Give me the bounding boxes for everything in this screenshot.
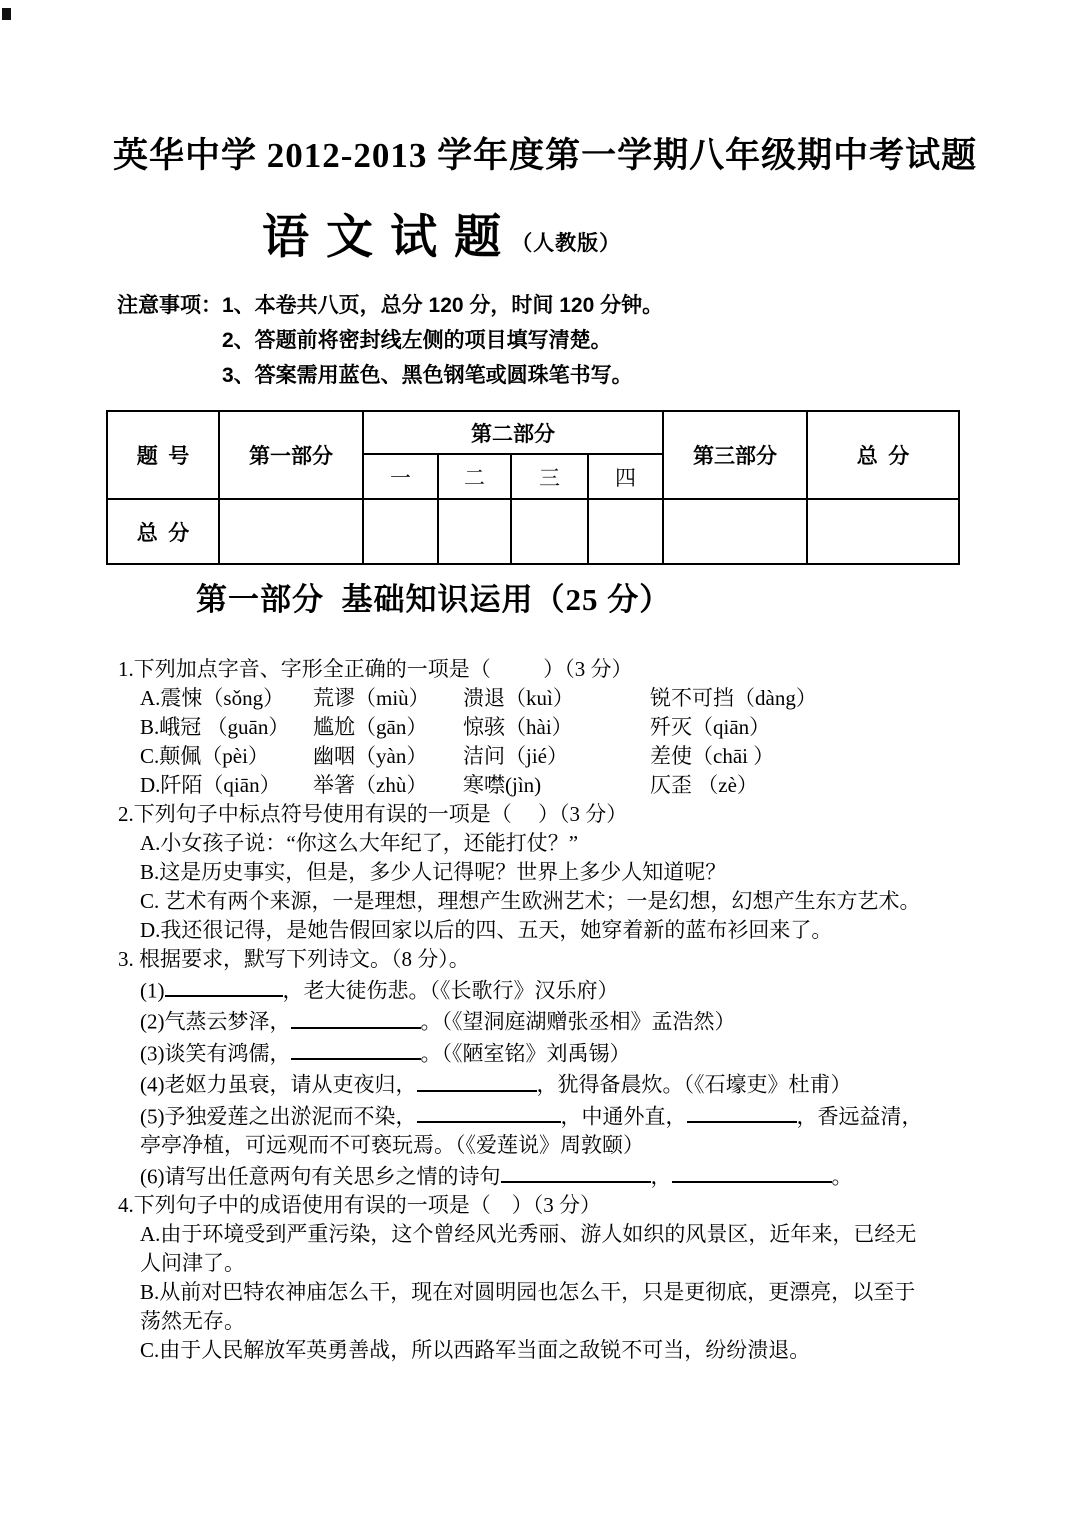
q1-option-a-item-2: 荒谬（miù） <box>313 686 430 710</box>
score-table-sub-one: 一 <box>363 454 438 499</box>
exam-title: 英华中学 2012-2013 学年度第一学期八年级期中考试题 <box>113 136 978 175</box>
fill-in-blank-line <box>291 1037 421 1060</box>
q4-option-c: C.由于人民解放军英勇善战，所以西路军当面之敌锐不可当，纷纷溃退。 <box>140 1338 811 1363</box>
score-cell-four <box>588 499 663 564</box>
q4-option-b-continued: 荡然无存。 <box>140 1309 245 1334</box>
fill-in-blank-line <box>687 1100 797 1123</box>
subject-title-row <box>262 210 621 264</box>
q1-option-c-item-4: 差使（chāi ） <box>650 744 775 768</box>
notice-item-3: 3、答案需用蓝色、黑色钢笔或圆珠笔书写。 <box>222 364 633 387</box>
q1-option-a-item-3: 溃退（kuì） <box>463 686 574 710</box>
fill-in-blank-line <box>672 1160 832 1183</box>
q1-option-a <box>103 684 1023 713</box>
q3-item-2: (2)气蒸云梦泽， 。（《望洞庭湖赠张丞相》孟浩然） <box>103 1005 1023 1036</box>
q3-item-5: (5)予独爱莲之出淤泥而不染， ，中通外直， ，香远益清， <box>103 1100 1023 1131</box>
q1-option-c-item-3: 洁问（jié） <box>463 744 568 768</box>
notice-block <box>117 288 663 393</box>
notice-items <box>222 288 663 393</box>
q1-option-d-item-2: 举箸（zhù） <box>313 773 428 797</box>
q1-option-d-item-3: 寒噤(jìn) <box>463 773 542 797</box>
q1-option-d-item-1: D.阡陌（qiān） <box>140 773 281 797</box>
score-table-part1-header: 第一部分 <box>219 411 363 499</box>
q1-option-c <box>103 742 1023 771</box>
q4-option-a-continued: 人问津了。 <box>140 1251 245 1276</box>
q1-option-b-item-4: 歼灭（qiān） <box>650 715 771 739</box>
fill-in-blank-line <box>417 1100 561 1123</box>
score-table-question-col-header: 题 号 <box>107 411 219 499</box>
score-table-part2-header: 第二部分 <box>363 411 663 454</box>
notice-item-2: 2、答题前将密封线左侧的项目填写清楚。 <box>222 329 612 352</box>
q2-option-d: D.我还很记得，是她告假回家以后的四、五天，她穿着新的蓝布衫回来了。 <box>140 918 833 942</box>
notice-item-1: 1、本卷共八页，总分 120 分，时间 120 分钟。 <box>222 294 664 317</box>
q2-option-a: A.小女孩子说：“你这么大年纪了，还能打仗？” <box>140 831 579 855</box>
q1-option-a-item-1: A.震悚（sǒng） <box>140 686 285 710</box>
q1-option-d-item-4: 仄歪 （zè） <box>650 773 758 797</box>
fill-in-blank-line <box>417 1068 537 1091</box>
q3-item-3: (3)谈笑有鸿儒， 。（《陋室铭》刘禹锡） <box>103 1037 1023 1068</box>
q2-option-b: B.这是历史事实，但是，多少人记得呢？世界上多少人知道呢？ <box>140 860 727 884</box>
q1-option-a-item-4: 锐不可挡（dàng） <box>650 686 817 710</box>
subject-edition: （人教版） <box>511 232 622 256</box>
q2-option-c: C. 艺术有两个来源，一是理想，理想产生欧洲艺术；一是幻想，幻想产生东方艺术。 <box>140 889 921 913</box>
score-cell-three <box>511 499 588 564</box>
question-body <box>103 655 1023 1365</box>
q3-item-5-continued: 亭亭净植，可远观而不可亵玩焉。（《爱莲说》周敦颐） <box>140 1133 644 1158</box>
q1-option-c-item-1: C.颠佩（pèi） <box>140 744 269 768</box>
score-table-row-label: 总 分 <box>107 499 219 564</box>
q1-option-b-item-2: 尴尬（gān） <box>313 715 428 739</box>
score-cell-one <box>363 499 438 564</box>
q1-stem: 1.下列加点字音、字形全正确的一项是（ ）（3 分） <box>118 657 633 681</box>
scan-artifact <box>2 8 11 20</box>
score-table-part3-header: 第三部分 <box>663 411 807 499</box>
q4-option-a: A.由于环境受到严重污染，这个曾经风光秀丽、游人如织的风景区，近年来，已经无 <box>140 1222 917 1247</box>
q3-item-6: (6)请写出任意两句有关思乡之情的诗句 ， 。 <box>103 1160 1023 1191</box>
q4-stem: 4.下列句子中的成语使用有误的一项是（ ）（3 分） <box>118 1193 601 1218</box>
score-table-sub-two: 二 <box>438 454 511 499</box>
section1-heading: 第一部分 基础知识运用（25 分） <box>196 582 672 617</box>
q1-option-d <box>103 771 1023 800</box>
score-cell-two <box>438 499 511 564</box>
q1-option-c-item-2: 幽咽（yàn） <box>313 744 428 768</box>
score-table-sub-four: 四 <box>588 454 663 499</box>
q1-option-b <box>103 713 1023 742</box>
score-cell-total <box>807 499 959 564</box>
q3-stem: 3. 根据要求，默写下列诗文。（8 分）。 <box>118 947 470 971</box>
score-table <box>106 410 960 565</box>
score-cell-part3 <box>663 499 807 564</box>
q3-item-1: (1) ，老大徒伤悲。（《长歌行》汉乐府） <box>103 974 1023 1005</box>
q1-option-b-item-1: B.峨冠 （guān） <box>140 715 290 739</box>
notice-label: 注意事项： <box>117 294 222 317</box>
q2-stem: 2.下列句子中标点符号使用有误的一项是（ ）（3 分） <box>118 802 628 826</box>
score-table-sub-three: 三 <box>511 454 588 499</box>
q3-item-4: (4)老妪力虽衰，请从吏夜归， ，犹得备晨炊。（《石壕吏》杜甫） <box>103 1068 1023 1099</box>
fill-in-blank-line <box>291 1005 421 1028</box>
subject-title: 语 文 试 题 <box>262 210 504 263</box>
fill-in-blank-line <box>501 1160 651 1183</box>
q4-option-b: B.从前对巴特农神庙怎么干，现在对圆明园也怎么干，只是更彻底，更漂亮，以至于 <box>140 1280 916 1305</box>
q1-option-b-item-3: 惊骇（hài） <box>463 715 573 739</box>
score-table-total-header: 总 分 <box>807 411 959 499</box>
score-cell-part1 <box>219 499 363 564</box>
fill-in-blank-line <box>165 974 283 997</box>
